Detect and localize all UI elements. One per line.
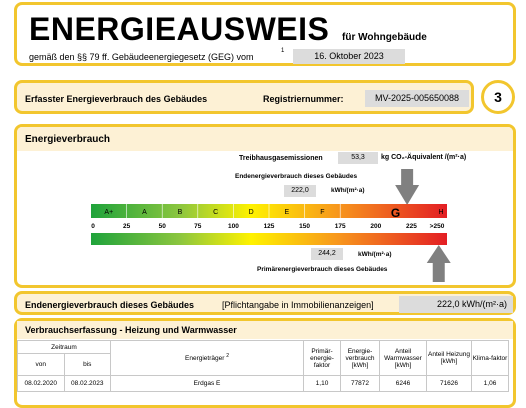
class-label-aplus: A+	[104, 209, 114, 216]
final-row-value: 222,0 kWh/(m²·a)	[399, 296, 513, 313]
period-header: Zeitraum	[18, 341, 111, 354]
hot-water-header: Anteil Warmwasser [kWh]	[380, 341, 427, 376]
page-number-badge: 3	[481, 80, 515, 114]
row-factor: 1,10	[304, 376, 341, 392]
row-from: 08.02.2020	[18, 376, 65, 392]
final-energy-value: 222,0	[284, 185, 316, 197]
tick-label: 100	[227, 223, 239, 230]
class-label-h: H	[438, 209, 444, 216]
header-box	[14, 2, 516, 66]
class-label-g: G	[390, 206, 401, 220]
row-to: 08.02.2023	[64, 376, 111, 392]
legal-basis: gemäß den §§ 79 ff. Gebäudeenergiegesetz (GEG) vom	[29, 52, 254, 62]
ghg-value: 53,3	[338, 152, 378, 164]
tick-label: 200	[370, 223, 382, 230]
ghg-unit: kg CO₂-Äquivalent /(m²·a)	[381, 154, 467, 161]
primary-energy-unit: kWh/(m²·a)	[358, 251, 392, 258]
consumption-section	[14, 318, 516, 408]
row-hot-water: 6246	[380, 376, 427, 392]
tick-label: 150	[299, 223, 311, 230]
carrier-header: Energieträger $^2$	[111, 341, 304, 376]
class-label-a: A	[142, 209, 147, 216]
registration-row	[14, 80, 474, 114]
consumption-table	[17, 340, 509, 392]
energy-section	[14, 124, 516, 288]
registration-label: Registriernummer:	[263, 94, 344, 104]
heating-header: Anteil Heizung [kWh]	[427, 341, 472, 376]
final-energy-row	[14, 291, 516, 315]
row-carrier: Erdgas E	[111, 376, 304, 392]
final-row-label: Endenergieverbrauch dieses Gebäudes	[25, 300, 195, 310]
primary-energy-label: Primärenergieverbrauch dieses Gebäudes	[257, 266, 388, 273]
from-header: von	[18, 354, 65, 376]
class-label-f: F	[320, 209, 325, 216]
tick-label: 75	[194, 223, 202, 230]
primary-factor-header: Primär-energie-faktor	[304, 341, 341, 376]
table-row	[18, 376, 509, 392]
issue-date: 16. Oktober 2023	[293, 49, 405, 64]
climate-factor-header: Klima-faktor	[472, 341, 509, 376]
primary-arrow-layer	[17, 127, 519, 291]
primary-energy-arrow	[427, 245, 451, 282]
final-energy-unit: kWh/(m²·a)	[331, 187, 365, 194]
class-label-b: B	[177, 209, 183, 216]
primary-energy-value: 244,2	[311, 248, 343, 260]
class-label-c: C	[213, 209, 219, 216]
tick-label: 25	[122, 223, 131, 230]
ghg-label: Treibhausgasemissionen	[239, 155, 323, 162]
consumption-header-cell: Energie-verbrauch [kWh]	[341, 341, 380, 376]
class-label-e: E	[284, 209, 290, 216]
tick-label: 0	[91, 223, 95, 230]
row-climate: 1,06	[472, 376, 509, 392]
registration-row-label: Erfasster Energieverbrauch des Gebäudes	[25, 94, 208, 104]
footnote-mark: 1	[281, 48, 285, 54]
row-consumption: 77872	[341, 376, 380, 392]
final-row-note: [Pflichtangabe in Immobilienanzeigen]	[222, 300, 374, 310]
energy-section-title: Energieverbrauch	[25, 134, 111, 145]
consumption-title: Verbrauchserfassung - Heizung und Warmwasser	[25, 325, 237, 335]
row-heating: 71626	[427, 376, 472, 392]
tick-label: 50	[158, 223, 166, 230]
tick-label: 175	[334, 223, 346, 230]
document-type: für Wohngebäude	[342, 32, 427, 43]
primary-energy-arrow-shape	[427, 245, 451, 282]
tick-label: 225	[405, 223, 417, 230]
to-header: bis	[64, 354, 111, 376]
final-energy-label: Endenergieverbrauch dieses Gebäudes	[235, 173, 358, 180]
tick-label: >250	[429, 223, 445, 230]
document-title: ENERGIEAUSWEIS	[29, 11, 330, 47]
registration-number: MV-2025-005650088	[365, 90, 469, 107]
class-label-d: D	[248, 209, 254, 216]
tick-label: 125	[263, 223, 275, 230]
